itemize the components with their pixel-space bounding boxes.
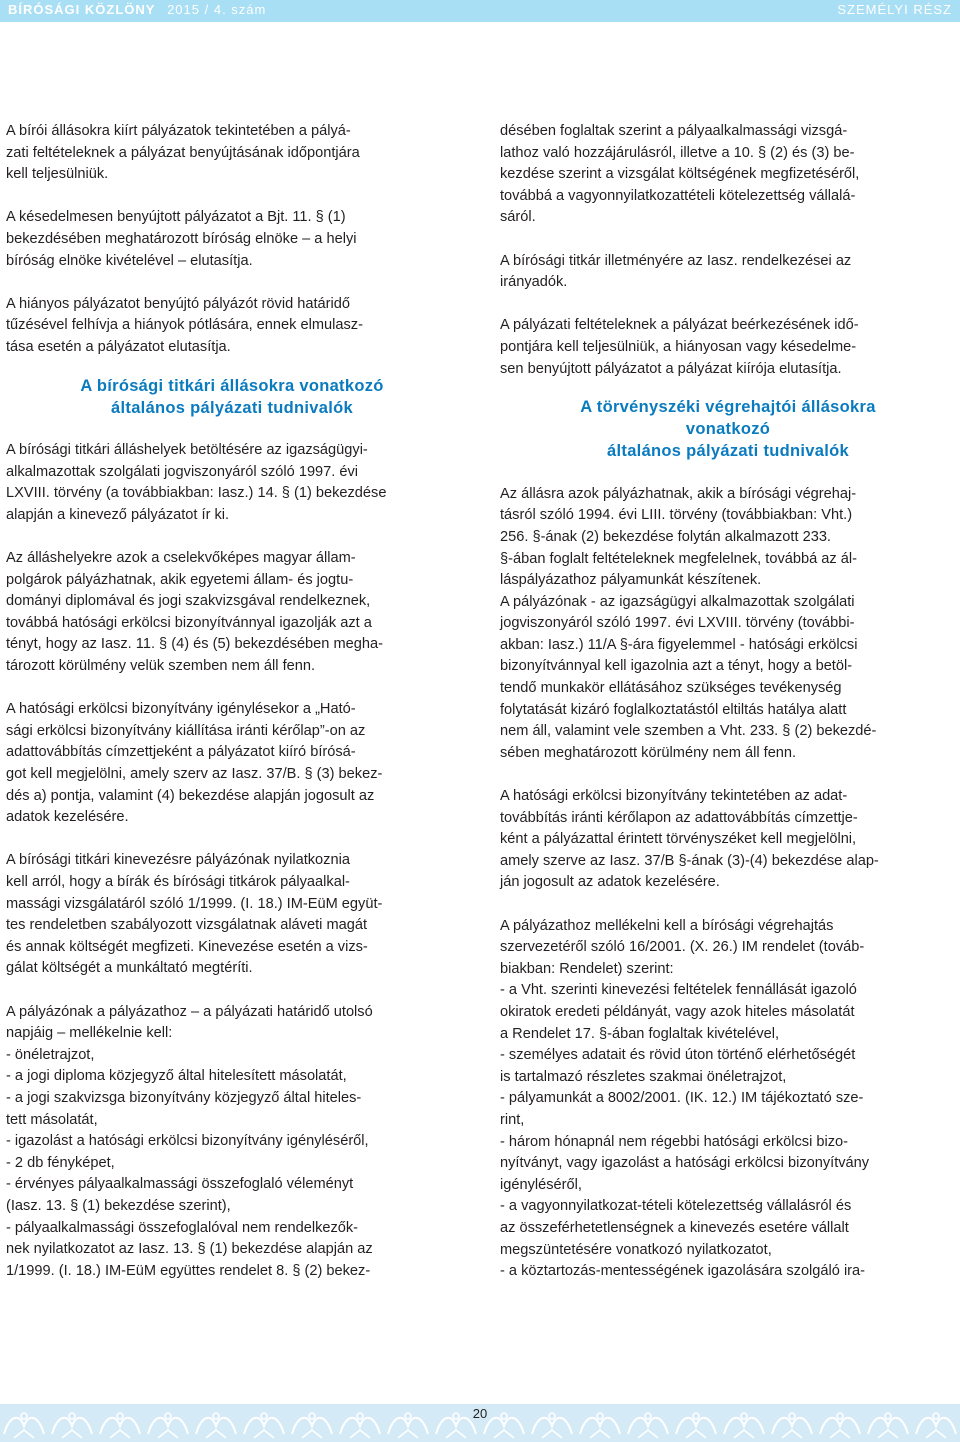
- paragraph: A hatósági erkölcsi bizonyítvány tekintetében az adat- továbbítás iránti kérőlapon az adattovábbítás címzettje- ként a pályázattal érintett törvényszéket kell megjelölni, amely szerve az Iasz. 37/B §-ának (3)-(4) bekezdése alap- ján jogosult az adatok kezelésére.: [500, 788, 879, 891]
- section-heading: A bírósági titkári állásokra vonatkozó általános pályázati tudnivalók: [80, 376, 384, 417]
- paragraph: désében foglaltak szerint a pályaalkalmassági vizsgá- lathoz való hozzájárulásról, illetve a 10. § (2) és (3) be- kezdése szerint a vizsgálat költségének megfizetéséről, továbbá a vagyonnyilatkozattételi kötelezettség vállalá- sáról.: [500, 123, 860, 226]
- paragraph: A pályázathoz mellékelni kell a bírósági végrehajtás szervezetéről szóló 16/2001. (X. 26.) IM rendelet (továb- biakban: Rendelet) szerint: - a Vht. szerinti kinevezési feltételek fennállását igazoló okiratok eredeti példányát, vagy azok hiteles másolatát a Rendelet 17. §-ában foglaltak kivételével, - személyes adatait és rövid úton történő elérhetőségét is tartalmazó részletes szakmai önéletrajzot, - pályamunkát a 8002/2001. (IK. 12.) IM tájékoztató sze- rint, - három hónapnál nem régebbi hatósági erkölcsi bizo- nyítványt, vagy igazolást a hatósági erkölcsi bizonyítvány igényléséről, - a vagyonnyilatkozat-tételi kötelezettség vállalásról és az összeférhetetlenségnek a kinevezés esetére vállalt megszüntetésére vonatkozó nyilatkozatot, - a köztartozás-mentességének igazolására szolgáló ira-: [500, 917, 870, 1280]
- paragraph: Az álláshelyekre azok a cselekvőképes magyar állam- polgárok pályázhatnak, akik egyetemi állam- és jogtu- dományi diplomával és jogi szakvizsgával rendelkeznek, továbbá hatósági erkölcsi bizonyítvánnyal igazolják azt a tényt, hogy az Iasz. 11. § (4) és (5) bekezdésében megha- tározott körülmény velük szemben nem áll fenn.: [6, 550, 383, 675]
- paragraph: A bírói állásokra kiírt pályázatok tekintetében a pályá- zati feltételeknek a pályázat benyújtásának időpontjára kell teljesülniük.: [6, 123, 360, 183]
- paragraph: A hatósági erkölcsi bizonyítvány igénylésekor a „Ható- sági erkölcsi bizonyítvány kiállítása iránti kérőlap”-on az adattovábbítás címzettjeként a pályázatot kiíró bírósá- got kell megjelölni, amely szerv az Iasz. 37/B. § (3) bekez- dés a) pontja, valamint (4) bekezdése alapján jogosult az adatok kezelésére.: [6, 701, 383, 826]
- paragraph: A bírósági titkári álláshelyek betöltésére az igazságügyi- alkalmazottak szolgálati jogviszonyáról szóló 1997. évi LXVIII. törvény (a továbbiakban: Iasz.) 14. § (1) bekezdése alapján a kinevező pályázatot ír ki.: [6, 442, 387, 523]
- right-column: [500, 121, 956, 1283]
- left-column: [6, 121, 458, 1282]
- paragraph: A pályázónak a pályázathoz – a pályázati határidő utolsó napjáig – mellékelnie kell: - önéletrajzot, - a jogi diploma közjegyző által hitelesített másolatát, - a jogi szakvizsga bizonyítvány közjegyző által hiteles- tett másolatát, - igazolást a hatósági erkölcsi bizonyítvány igényléséről, - 2 db fényképet, - érvényes pályaalkalmassági összefoglaló véleményt (Iasz. 13. § (1) bekezdése szerint), - pályaalkalmassági összefoglalóval nem rendelkezők- nek nyilatkozatot az Iasz. 13. § (1) bekezdése alapján az 1/1999. (I. 18.) IM-EüM együttes rendelet 8. § (2) bekez-: [6, 1003, 373, 1279]
- paragraph: A bírósági titkár illetményére az Iasz. rendelkezései az irányadók.: [500, 252, 852, 291]
- publication-title: BÍRÓSÁGI KÖZLÖNY: [8, 2, 156, 17]
- section-heading: A törvényszéki végrehajtói állásokra vonatkozó általános pályázati tudnivalók: [580, 398, 876, 461]
- header-publication: [8, 2, 266, 17]
- paragraph: Az állásra azok pályázhatnak, akik a bírósági végrehaj- tásról szóló 1994. évi LIII. törvény (továbbiakban: Vht.) 256. §-ának (2) bekezdése folytán alkalmazott 233. §-ában foglalt feltételeknek megfelelnek, továbbá az ál- láspályázathoz pályamunkát készítenek. A pályázónak - az igazságügyi alkalmazottak szolgálati jogviszonyáról szóló 1997. évi LXVIII. törvény (további- akban: Iasz.) 11/A §-ára figyelemmel - hatósági erkölcsi bizonyítvánnyal kell igazolnia azt a tényt, hogy a betöl- tendő munkakör ellátásához szükséges tevékenység folytatását kizáró foglalkoztatástól eltiltás hatálya alatt nem áll, valamint vele szemben a Vht. 233. § (2) bekezdé- sében meghatározott körülmény nem áll fenn.: [500, 485, 877, 761]
- page-header: [0, 0, 960, 22]
- paragraph: A pályázati feltételeknek a pályázat beérkezésének idő- pontjára kell teljesülniük, a hiányosan vagy késedelme- sen benyújtott pályázatot a pályázat kiírója elutasítja.: [500, 317, 859, 377]
- paragraph: A késedelmesen benyújtott pályázatot a Bjt. 11. § (1) bekezdésében meghatározott bíróság elnöke – a helyi bíróság elnöke kivételével – elutasítja.: [6, 209, 357, 269]
- paragraph: A bírósági titkári kinevezésre pályázónak nyilatkoznia kell arról, hogy a bírák és bírósági titkárok pályaalkal- massági vizsgálatáról szóló 1/1999. (I. 18.) IM-EüM együt- tes rendeletben szabályozott vizsgálatnak aláveti magát és annak költségét megfizeti. Kinevezése esetén a vizs- gálat költségét a munkáltató megtéríti.: [6, 852, 383, 977]
- section-title: SZEMÉLYI RÉSZ: [837, 2, 952, 17]
- paragraph: A hiányos pályázatot benyújtó pályázót rövid határidő tűzésével felhívja a hiányok pótlására, ennek elmulasz- tása esetén a pályázatot elutasítja.: [6, 295, 363, 355]
- issue-number: 2015 / 4. szám: [167, 2, 267, 17]
- page-number: 20: [472, 1406, 488, 1421]
